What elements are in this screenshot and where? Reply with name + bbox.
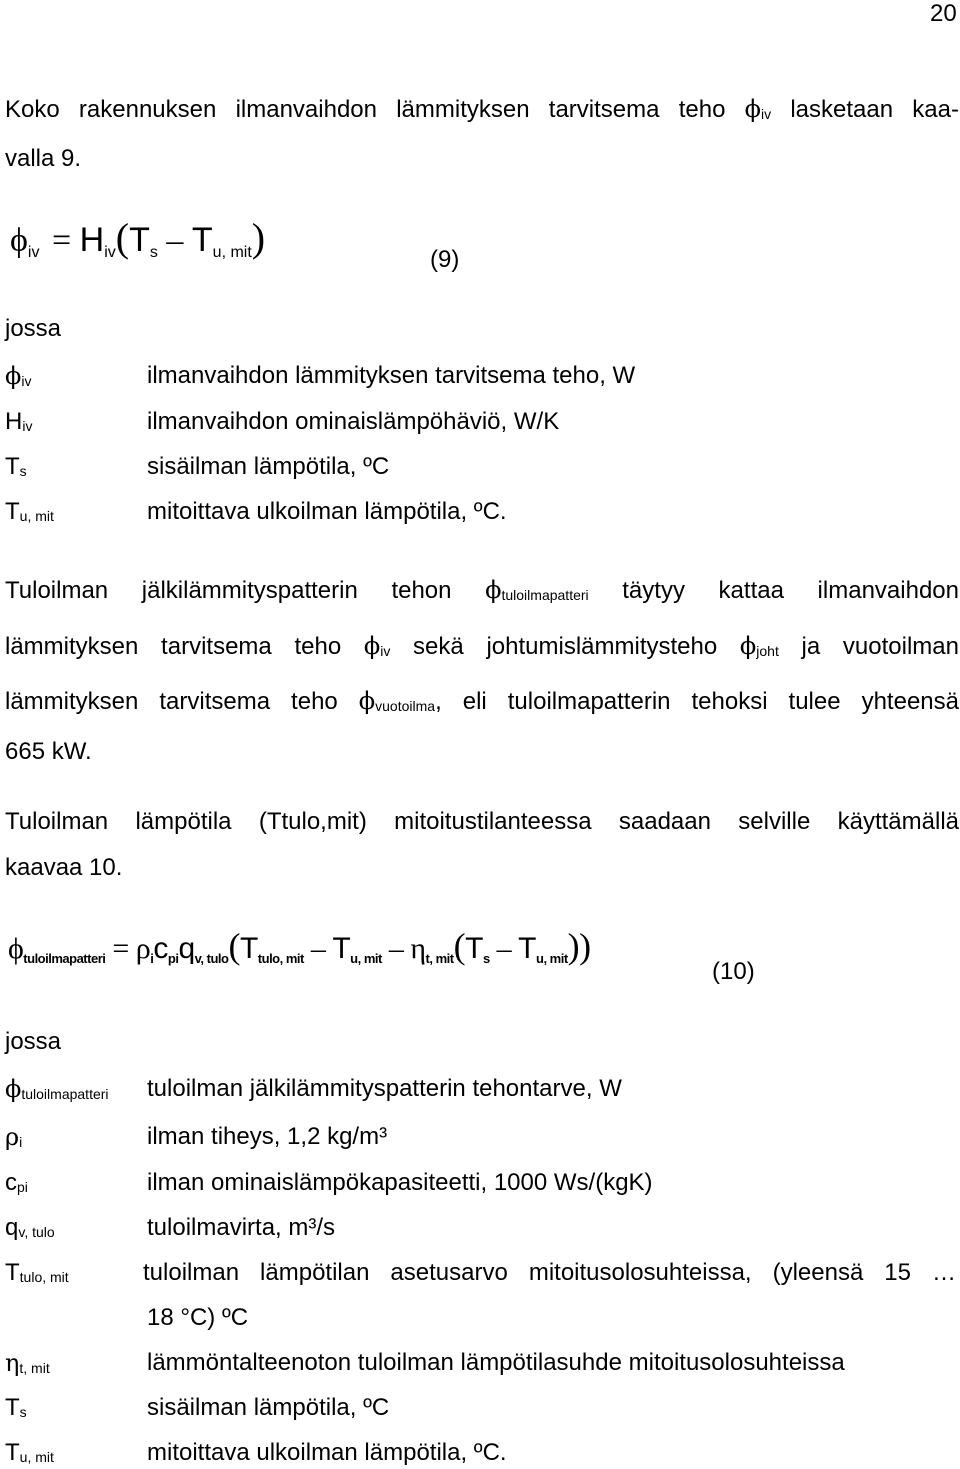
eq10-c: c: [153, 932, 168, 965]
equation-9-number: (9): [430, 246, 460, 273]
def-text: sisäilman lämpötila, ºC: [147, 453, 390, 480]
eq10-minus: –: [310, 932, 326, 965]
def-text-continuation: 18 °C) ºC: [147, 1304, 249, 1331]
eq10-q: q: [178, 932, 195, 965]
def-subscript: t, mit: [19, 1360, 50, 1376]
para-text: lämmityksen tarvitsema teho: [5, 688, 359, 715]
def-text: tuloilmavirta, m³/s: [147, 1214, 336, 1241]
eq9-phi-sub: iv: [27, 244, 40, 261]
eq10-T-tulo: T: [239, 932, 258, 965]
phi-subscript: iv: [380, 643, 391, 659]
eq10-T-umit: T: [332, 932, 351, 965]
phi-symbol: ϕ: [485, 576, 502, 604]
def-subscript: pi: [17, 1179, 28, 1195]
para2-line-4: 665 kW.: [5, 738, 92, 765]
eq10-T-umit: T: [518, 932, 536, 965]
def-subscript: i: [19, 1134, 23, 1150]
def-symbol: ρ: [5, 1123, 20, 1151]
eq10-T-s: T: [465, 932, 483, 965]
eq10-phi: ϕ: [8, 932, 24, 965]
eq9-phi: ϕ: [10, 222, 28, 259]
def-text: ilmanvaihdon ominaislämpöhäviö, W/K: [147, 408, 560, 435]
eq10-equals: =: [112, 932, 129, 965]
para3-line-2: kaavaa 10.: [5, 854, 123, 881]
phi-subscript: joht: [756, 643, 779, 659]
def-symbol: q: [5, 1214, 19, 1241]
def-subscript: iv: [21, 373, 32, 389]
eq9-H-sub: iv: [104, 244, 116, 261]
eq10-phi-sub: tuloilmapatteri: [23, 951, 106, 966]
def-subscript: s: [19, 463, 27, 479]
para-text: Tuloilman jälkilämmityspatterin tehon: [5, 577, 486, 604]
def-symbol: η: [5, 1349, 20, 1377]
para2-line-2: [5, 632, 959, 663]
def-text: sisäilman lämpötila, ºC: [147, 1394, 390, 1421]
eq9-lparen: (: [115, 215, 130, 260]
eq10-lparen: (: [228, 926, 240, 966]
para2-line-3: [5, 687, 959, 718]
jossa-label-2: jossa: [5, 1028, 62, 1055]
eq10-minus: –: [496, 932, 512, 965]
def-text: mitoittava ulkoilman lämpötila, ºC.: [147, 1439, 507, 1466]
eq10-eta-sub: t, mit: [425, 951, 454, 966]
def-subscript: v, tulo: [18, 1224, 55, 1240]
intro-line-2: valla 9.: [5, 145, 82, 172]
para-text: ja vuotoilman: [778, 633, 959, 660]
def-subscript: tulo, mit: [19, 1269, 69, 1285]
phi-subscript: vuotoilma: [375, 698, 436, 714]
phi-symbol: ϕ: [739, 632, 757, 660]
equation-9: [10, 215, 266, 267]
def-text: ilman tiheys, 1,2 kg/m³: [147, 1123, 388, 1150]
para-text: lämmityksen tarvitsema teho: [5, 633, 364, 660]
eq10-q-sub: v, tulo: [194, 951, 229, 966]
para3-line-1: Tuloilman lämpötila (Ttulo,mit) mitoitustilanteessa saadaan selville käyttämällä: [5, 808, 959, 835]
eq10-T-umit-sub: u, mit: [536, 951, 568, 966]
def-text: mitoittava ulkoilman lämpötila, ºC.: [147, 498, 507, 525]
jossa-label-1: jossa: [5, 315, 62, 342]
def-text: tuloilman jälkilämmityspatterin tehontarve, W: [147, 1075, 622, 1102]
eq9-minus: –: [166, 222, 184, 259]
def-symbol: c: [5, 1169, 17, 1196]
eq10-eta: η: [410, 932, 426, 965]
phi-symbol: ϕ: [358, 687, 376, 715]
eq9-T-s-sub: s: [149, 244, 158, 261]
eq10-c-sub: pi: [167, 951, 179, 966]
eq10-rparen: )): [567, 926, 591, 966]
def-subscript: s: [19, 1404, 27, 1420]
eq10-T-umit-sub: u, mit: [350, 951, 382, 966]
def-symbol: ϕ: [5, 362, 22, 390]
def-text: ilmanvaihdon lämmityksen tarvitsema teho, W: [147, 362, 636, 389]
eq9-H: H: [79, 221, 105, 259]
page-number: 20: [930, 0, 957, 27]
def-symbol: ϕ: [5, 1075, 22, 1103]
def-symbol: H: [5, 408, 23, 435]
def-symbol: T: [5, 1439, 20, 1466]
def-subscript: u, mit: [19, 1449, 54, 1465]
eq10-rho-sub: i: [150, 951, 154, 966]
def-symbol: T: [5, 1259, 20, 1286]
eq9-equals: =: [51, 222, 72, 259]
def-text: ilman ominaislämpökapasiteetti, 1000 Ws/(kgK): [147, 1169, 653, 1196]
eq9-rparen: ): [251, 215, 266, 260]
def-subscript: iv: [22, 418, 33, 434]
phi-symbol: ϕ: [363, 632, 381, 660]
def-subscript: u, mit: [19, 508, 54, 524]
eq9-T-umit: T: [191, 221, 213, 259]
phi-symbol: ϕ: [744, 95, 761, 123]
def-subscript: tuloilmapatteri: [21, 1086, 109, 1102]
phi-subscript: tuloilmapatteri: [501, 587, 589, 603]
eq10-minus: –: [388, 932, 404, 965]
eq10-T-s-sub: s: [482, 951, 490, 966]
para2-line-1: [5, 576, 959, 607]
eq9-T-s: T: [129, 221, 150, 259]
intro-line-1: [5, 95, 959, 126]
def-symbol: T: [5, 498, 20, 525]
phi-subscript: iv: [761, 106, 772, 122]
def-symbol: T: [5, 453, 20, 480]
para-text: täytyy kattaa ilmanvaihdon: [588, 577, 959, 604]
def-symbol: T: [5, 1394, 20, 1421]
def-text: tuloilman lämpötilan asetusarvo mitoitusolosuhteissa, (yleensä 15 …: [143, 1259, 956, 1286]
para-text: sekä johtumislämmitysteho: [390, 633, 740, 660]
eq10-lparen: (: [453, 926, 466, 966]
equation-10-number: (10): [712, 958, 755, 985]
para-text: , eli tuloilmapatterin tehoksi tulee yhteensä: [435, 688, 959, 715]
equation-10: [8, 926, 591, 974]
intro-text: Koko rakennuksen ilmanvaihdon lämmityksen tarvitsema teho: [5, 96, 745, 123]
def-text: lämmöntalteenoton tuloilman lämpötilasuhde mitoitusolosuhteissa: [147, 1349, 845, 1376]
intro-text-end: lasketaan kaa-: [771, 96, 959, 123]
eq10-rho: ρ: [135, 932, 151, 965]
eq9-T-umit-sub: u, mit: [212, 244, 252, 261]
eq10-T-tulo-sub: tulo, mit: [257, 951, 304, 966]
